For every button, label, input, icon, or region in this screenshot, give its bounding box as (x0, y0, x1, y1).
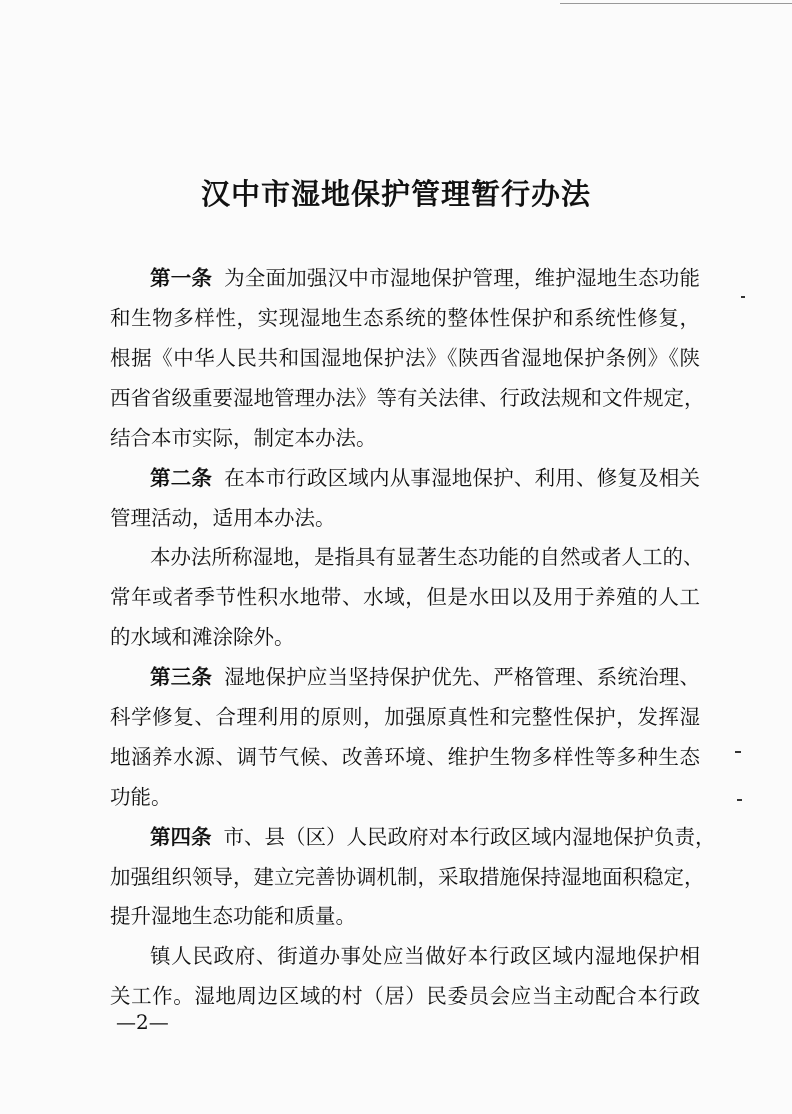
article-2-line-1 (150, 462, 700, 494)
page-number: —2— (116, 1010, 169, 1034)
article-4-para-line-1: 镇人民政府、街道办事处应当做好本行政区域内湿地保护相 (150, 944, 700, 968)
article-1-line-3: 根据《中华人民共和国湿地保护法》《陕西省湿地保护条例》《陕 (110, 346, 700, 370)
article-3-line-4: 功能。 (110, 785, 172, 809)
article-2-para-line-3: 的水域和滩涂除外。 (110, 625, 295, 649)
article-4-text-1: 市、县（区）人民政府对本行政区域内湿地保护负责， (223, 825, 716, 849)
article-4-number: 第四条 (150, 825, 212, 849)
article-4-line-3: 提升湿地生态功能和质量。 (110, 904, 356, 928)
article-4-para-line-2: 关工作。湿地周边区域的村（居）民委员会应当主动配合本行政 (110, 984, 700, 1008)
article-3-text-1: 湿地保护应当坚持保护优先、严格管理、系统治理、 (224, 665, 701, 689)
article-2-para-line-1: 本办法所称湿地，是指具有显著生态功能的自然或者人工的、 (150, 545, 704, 569)
article-2-line-2: 管理活动，适用本办法。 (110, 506, 336, 530)
scan-edge-line (560, 3, 792, 4)
article-2-number: 第二条 (150, 466, 213, 490)
scan-mark (735, 751, 741, 753)
article-1-line-4: 西省省级重要湿地管理办法》等有关法律、行政法规和文件规定， (110, 386, 705, 410)
article-1-line-1 (150, 262, 700, 294)
article-1-line-5: 结合本市实际，制定本办法。 (110, 426, 377, 450)
article-3-line-3: 地涵养水源、调节气候、改善环境、维护生物多样性等多种生态 (110, 745, 700, 769)
article-1-line-2: 和生物多样性，实现湿地生态系统的整体性保护和系统性修复， (110, 306, 700, 330)
document-title: 汉中市湿地保护管理暂行办法 (200, 177, 591, 211)
article-1-number: 第一条 (150, 266, 213, 290)
scan-mark (741, 296, 745, 298)
article-3-line-1 (150, 661, 700, 693)
article-2-para-line-2: 常年或者季节性积水地带、水域，但是水田以及用于养殖的人工 (110, 585, 700, 609)
article-4-line-1 (150, 821, 716, 853)
article-4-line-2: 加强组织领导，建立完善协调机制，采取措施保持湿地面积稳定， (110, 865, 705, 889)
scan-mark (737, 799, 742, 801)
article-1-text-1: 为全面加强汉中市湿地保护管理，维护湿地生态功能 (224, 266, 701, 290)
article-3-line-2: 科学修复、合理利用的原则，加强原真性和完整性保护，发挥湿 (110, 705, 700, 729)
article-3-number: 第三条 (150, 665, 213, 689)
article-2-text-1: 在本市行政区域内从事湿地保护、利用、修复及相关 (224, 466, 701, 490)
